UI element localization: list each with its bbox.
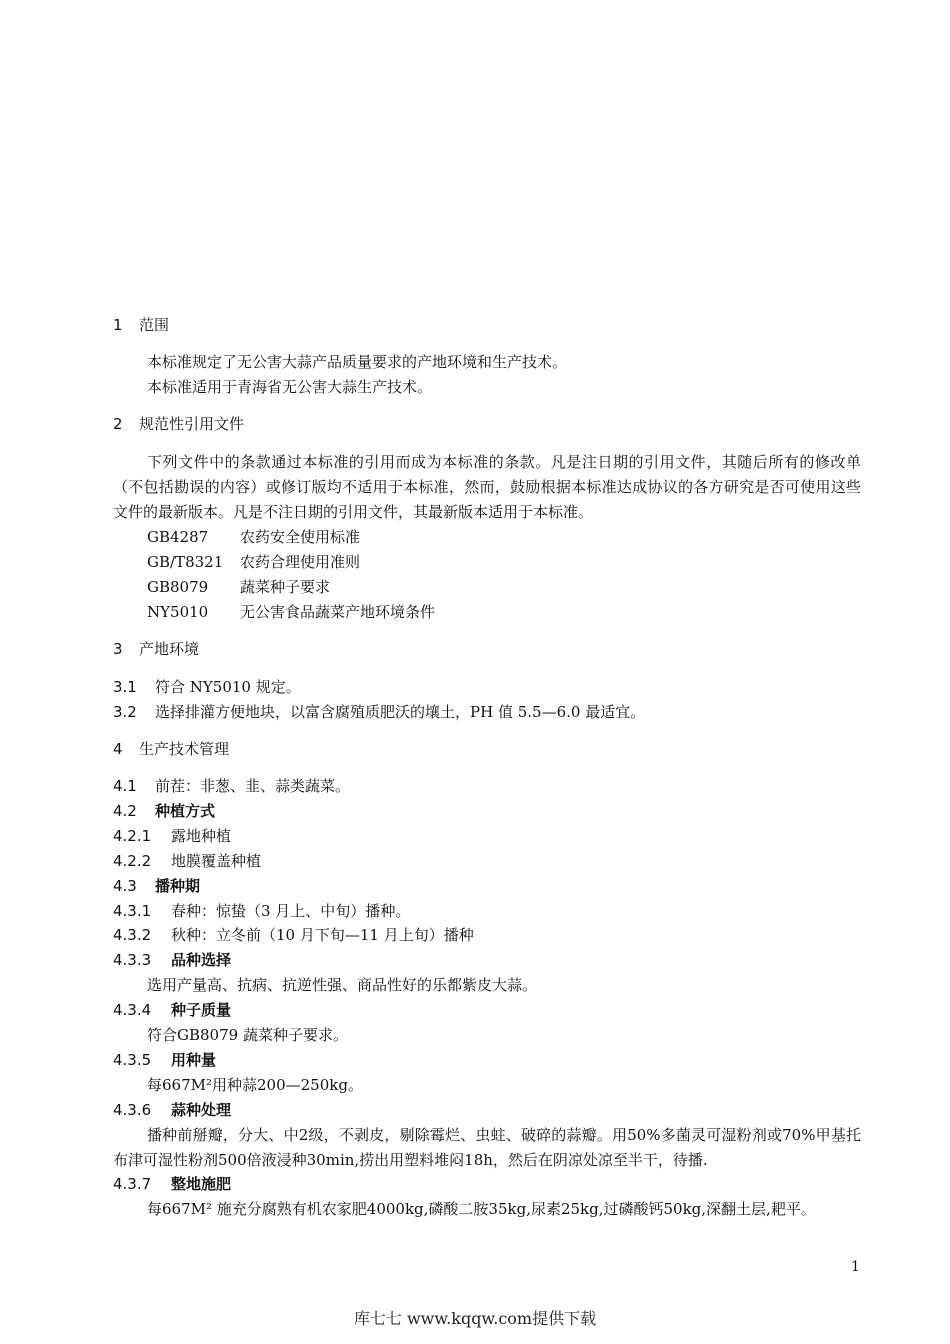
section-1-paragraph-1: 本标准规定了无公害大蒜产品质量要求的产地环境和生产技术。 — [147, 353, 568, 371]
clause-4-3-3-text: 选用产量高、抗病、抗逆性强、商品性好的乐都紫皮大蒜。 — [147, 976, 538, 994]
reference-item: GB4287 农药安全使用标准 — [147, 528, 361, 546]
clause-3-2: 3.2 选择排灌方便地块，以富含腐殖质肥沃的壤土，PH 值 5.5—6.0 最适宜。 — [113, 703, 646, 721]
section-1-paragraph-2: 本标准适用于青海省无公害大蒜生产技术。 — [147, 378, 433, 396]
reference-item: NY5010 无公害食品蔬菜产地环境条件 — [147, 603, 436, 621]
section-2-paragraph: 下列文件中的条款通过本标准的引用而成为本标准的条款。凡是注日期的引用文件，其随后所有的修改单（不包括勘误的内容）或修订版均不适用于本标准，然而，鼓励根据本标准达成协议的各方研究是否可使用这些文件的最新版本。凡是不注日期的引用文件，其最新版本适用于本标准。 — [113, 453, 861, 521]
clause-4-3-7-text: 每667M² 施充分腐熟有机农家肥4000kg,磷酸二胺35kg,尿素25kg,过磷酸钙50kg,深翻土层,耙平。 — [147, 1200, 816, 1218]
clause-4-3-4: 4.3.4 种子质量 — [113, 1001, 232, 1019]
reference-item: GB/T8321 农药合理使用准则 — [147, 553, 361, 571]
section-3-heading: 3 产地环境 — [113, 640, 200, 658]
clause-4-3: 4.3 播种期 — [113, 877, 201, 895]
section-2-heading: 2 规范性引用文件 — [113, 415, 245, 433]
clause-4-3-1: 4.3.1 春种：惊蛰（3 月上、中旬）播种。 — [113, 902, 411, 920]
clause-4-2-2: 4.2.2 地膜覆盖种植 — [113, 852, 262, 870]
clause-4-3-6-text: 播种前掰瓣，分大、中2级，不剥皮，剔除霉烂、虫蛀、破碎的蒜瓣。用50%多菌灵可湿粉剂或70%甲基托布津可湿性粉剂500倍液浸种30min,捞出用塑料堆闷18h，然后在阴凉处凉至半干，待播. — [113, 1126, 861, 1169]
clause-4-3-6: 4.3.6 蒜种处理 — [113, 1101, 232, 1119]
reference-item: GB8079 蔬菜种子要求 — [147, 578, 331, 596]
clause-4-3-5-text: 每667M²用种蒜200—250kg。 — [147, 1076, 363, 1094]
clause-4-3-7: 4.3.7 整地施肥 — [113, 1175, 232, 1193]
section-4-heading: 4 生产技术管理 — [113, 740, 230, 758]
page-number: 1 — [851, 1259, 860, 1275]
clause-4-3-4-text: 符合GB8079 蔬菜种子要求。 — [147, 1026, 348, 1044]
section-1-heading: 1 范围 — [113, 316, 170, 334]
clause-4-3-5: 4.3.5 用种量 — [113, 1051, 217, 1069]
clause-4-3-3: 4.3.3 品种选择 — [113, 951, 232, 969]
clause-4-3-2: 4.3.2 秋种：立冬前（10 月下旬—11 月上旬）播种 — [113, 926, 474, 944]
clause-4-1: 4.1 前茬：非葱、韭、蒜类蔬菜。 — [113, 777, 351, 795]
footer-watermark: 库七七 www.kqqw.com提供下载 — [353, 1309, 597, 1328]
clause-4-2-1: 4.2.1 露地种植 — [113, 827, 232, 845]
clause-3-1: 3.1 符合 NY5010 规定。 — [113, 678, 301, 696]
clause-4-2: 4.2 种植方式 — [113, 802, 216, 820]
